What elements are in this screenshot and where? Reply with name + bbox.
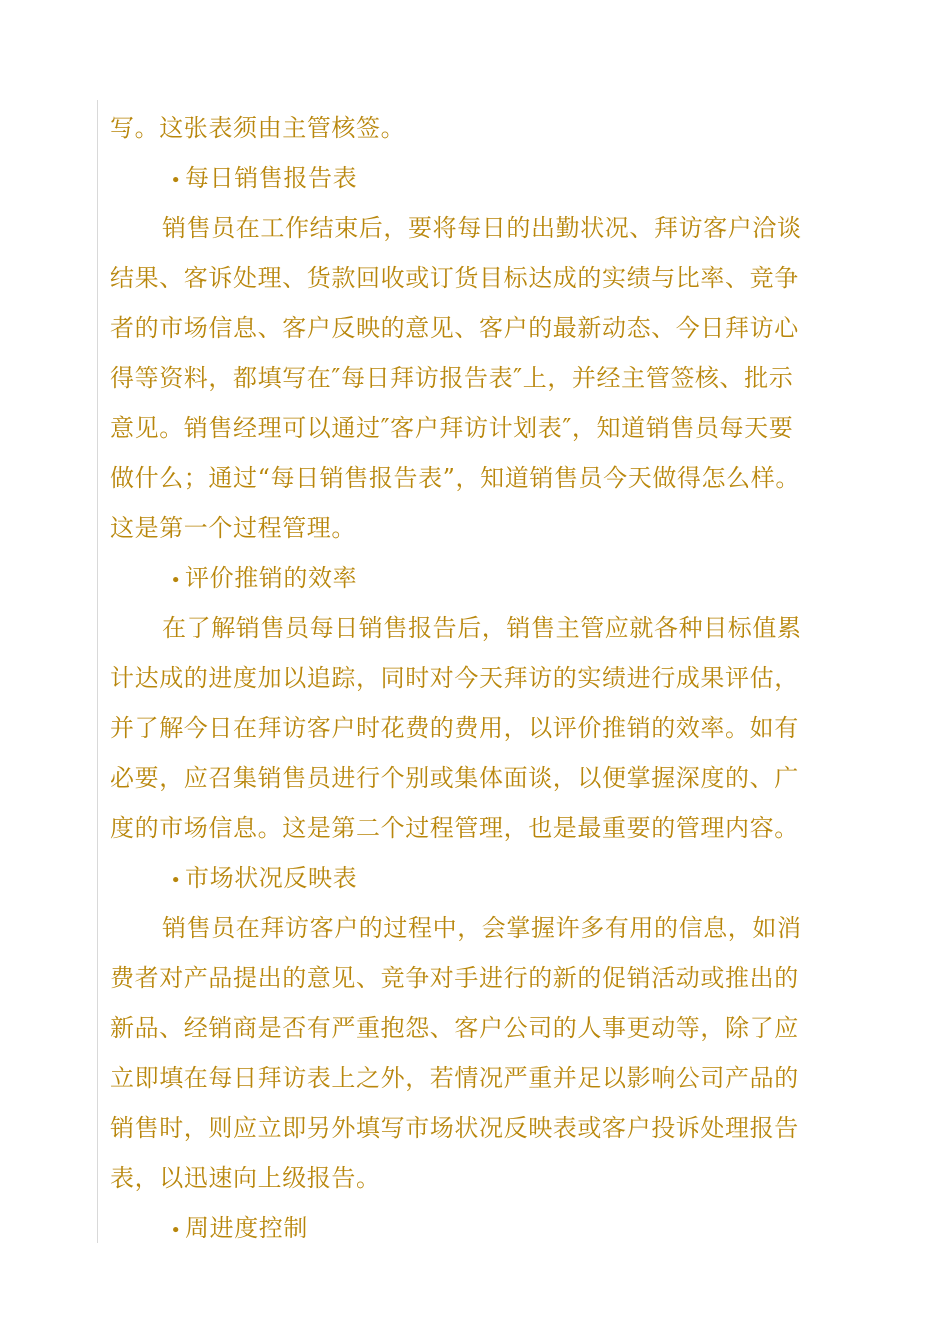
bullet-icon: • xyxy=(170,570,182,591)
document-body xyxy=(110,103,870,1253)
paragraph-line: 并了解今日在拜访客户时花费的费用，以评价推销的效率。如有 xyxy=(110,714,799,742)
section-heading-text: 周进度控制 xyxy=(185,1214,308,1242)
section-heading xyxy=(110,853,870,903)
paragraph-line: 计达成的进度加以追踪，同时对今天拜访的实绩进行成果评估， xyxy=(110,664,799,692)
paragraph-line: 在了解销售员每日销售报告后，销售主管应就各种目标值累 xyxy=(162,614,802,642)
section-heading-text: 市场状况反映表 xyxy=(185,864,358,892)
bullet-icon: • xyxy=(170,870,182,891)
section-heading xyxy=(110,153,870,203)
paragraph-line: 销售员在拜访客户的过程中，会掌握许多有用的信息，如消 xyxy=(162,914,802,942)
paragraph-line: 得等资料，都填写在″每日拜访报告表″上，并经主管签核、批示 xyxy=(110,364,794,392)
paragraph-line: 意见。销售经理可以通过″客户拜访计划表″，知道销售员每天要 xyxy=(110,414,794,442)
bullet-icon: • xyxy=(170,170,182,191)
paragraph-line: 这是第一个过程管理。 xyxy=(110,514,356,542)
paragraph-line: 者的市场信息、客户反映的意见、客户的最新动态、今日拜访心 xyxy=(110,314,799,342)
paragraph-line: 费者对产品提出的意见、竞争对手进行的新的促销活动或推出的 xyxy=(110,964,799,992)
paragraph-line: 新品、经销商是否有严重抱怨、客户公司的人事更动等，除了应 xyxy=(110,1014,799,1042)
paragraph-line: 立即填在每日拜访表上之外，若情况严重并足以影响公司产品的 xyxy=(110,1064,799,1092)
bullet-icon: • xyxy=(170,1220,182,1241)
paragraph-line: 度的市场信息。这是第二个过程管理，也是最重要的管理内容。 xyxy=(110,814,799,842)
paragraph-line: 表，以迅速向上级报告。 xyxy=(110,1164,381,1192)
margin-rule xyxy=(97,100,98,1243)
paragraph-line: 做什么；通过“每日销售报告表”，知道销售员今天做得怎么样。 xyxy=(110,464,800,492)
paragraph-line: 销售时，则应立即另外填写市场状况反映表或客户投诉处理报告 xyxy=(110,1114,799,1142)
paragraph-line: 必要，应召集销售员进行个别或集体面谈，以便掌握深度的、广 xyxy=(110,764,799,792)
section-heading xyxy=(110,1203,870,1253)
section-heading-text: 评价推销的效率 xyxy=(185,564,358,592)
paragraph-line: 写。这张表须由主管核签。 xyxy=(110,114,406,142)
section-heading xyxy=(110,553,870,603)
paragraph-line: 结果、客诉处理、货款回收或订货目标达成的实绩与比率、竞争 xyxy=(110,264,799,292)
paragraph-line: 销售员在工作结束后，要将每日的出勤状况、拜访客户洽谈 xyxy=(162,214,802,242)
section-heading-text: 每日销售报告表 xyxy=(185,164,358,192)
